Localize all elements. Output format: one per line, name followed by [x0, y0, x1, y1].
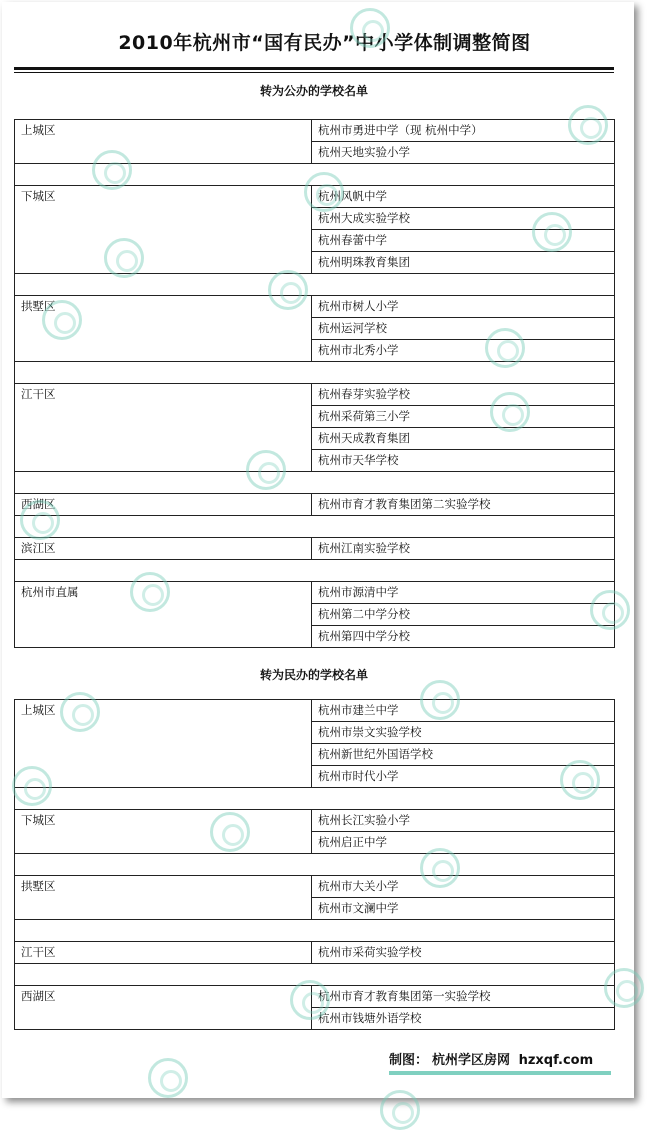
school-cell: 杭州明珠教育集团	[312, 252, 615, 274]
spacer-cell	[15, 516, 615, 538]
school-cell: 杭州市大关小学	[312, 876, 615, 898]
footer-underline	[389, 1071, 611, 1075]
school-cell: 杭州江南实验学校	[312, 538, 615, 560]
school-cell: 杭州运河学校	[312, 318, 615, 340]
district-cell: 下城区	[15, 810, 312, 854]
table-row	[15, 494, 615, 516]
table-row	[15, 986, 615, 1008]
table-row	[15, 876, 615, 898]
school-cell: 杭州春芽实验学校	[312, 384, 615, 406]
table-row	[15, 582, 615, 604]
school-cell: 杭州市勇进中学（现 杭州中学）	[312, 120, 615, 142]
title-rule-thin	[14, 72, 614, 73]
group-spacer-row	[15, 920, 615, 942]
district-cell: 杭州市直属	[15, 582, 312, 648]
school-cell: 杭州启正中学	[312, 832, 615, 854]
group-spacer-row	[15, 964, 615, 986]
group-spacer-row	[15, 274, 615, 296]
district-cell: 西湖区	[15, 494, 312, 516]
public-schools-table	[14, 119, 615, 648]
school-cell: 杭州新世纪外国语学校	[312, 744, 615, 766]
spacer-cell	[15, 560, 615, 582]
spacer-cell	[15, 362, 615, 384]
district-cell: 上城区	[15, 700, 312, 788]
spacer-cell	[15, 164, 615, 186]
school-cell: 杭州市育才教育集团第二实验学校	[312, 494, 615, 516]
school-cell: 杭州风帆中学	[312, 186, 615, 208]
school-cell: 杭州第二中学分校	[312, 604, 615, 626]
district-cell: 滨江区	[15, 538, 312, 560]
school-cell: 杭州天成教育集团	[312, 428, 615, 450]
school-cell: 杭州市钱塘外语学校	[312, 1008, 615, 1030]
private-schools-table	[14, 699, 615, 1030]
group-spacer-row	[15, 164, 615, 186]
group-spacer-row	[15, 854, 615, 876]
table-row	[15, 700, 615, 722]
school-cell: 杭州市育才教育集团第一实验学校	[312, 986, 615, 1008]
public-section-heading: 转为公办的学校名单	[259, 84, 368, 98]
spacer-cell	[15, 964, 615, 986]
document-title: 2010年杭州市“国有民办”中小学体制调整简图	[118, 32, 531, 54]
school-cell: 杭州市建兰中学	[312, 700, 615, 722]
group-spacer-row	[15, 560, 615, 582]
spacer-cell	[15, 854, 615, 876]
school-cell: 杭州大成实验学校	[312, 208, 615, 230]
group-spacer-row	[15, 472, 615, 494]
school-cell: 杭州市天华学校	[312, 450, 615, 472]
group-spacer-row	[15, 516, 615, 538]
table-row	[15, 538, 615, 560]
group-spacer-row	[15, 788, 615, 810]
table-row	[15, 384, 615, 406]
title-rule-thick	[14, 67, 614, 70]
table-row	[15, 120, 615, 142]
spacer-cell	[15, 274, 615, 296]
school-cell: 杭州市崇文实验学校	[312, 722, 615, 744]
school-cell: 杭州市源清中学	[312, 582, 615, 604]
table-row	[15, 296, 615, 318]
school-cell: 杭州市树人小学	[312, 296, 615, 318]
spacer-cell	[15, 920, 615, 942]
footer-site-name: 杭州学区房网	[432, 1053, 511, 1068]
footer-credit	[389, 1049, 593, 1068]
table-row	[15, 942, 615, 964]
table-row	[15, 186, 615, 208]
footer-label: 制图：	[389, 1053, 429, 1068]
school-cell: 杭州第四中学分校	[312, 626, 615, 648]
district-cell: 拱墅区	[15, 296, 312, 362]
school-cell: 杭州长江实验小学	[312, 810, 615, 832]
district-cell: 江干区	[15, 942, 312, 964]
school-cell: 杭州市北秀小学	[312, 340, 615, 362]
school-cell: 杭州市时代小学	[312, 766, 615, 788]
private-section-heading: 转为民办的学校名单	[259, 668, 368, 682]
school-cell: 杭州春蕾中学	[312, 230, 615, 252]
table-row	[15, 810, 615, 832]
group-spacer-row	[15, 362, 615, 384]
spacer-cell	[15, 788, 615, 810]
district-cell: 西湖区	[15, 986, 312, 1030]
school-cell: 杭州采荷第三小学	[312, 406, 615, 428]
school-cell: 杭州市采荷实验学校	[312, 942, 615, 964]
district-cell: 上城区	[15, 120, 312, 164]
footer-domain: hzxqf.com	[518, 1053, 594, 1068]
school-cell: 杭州市文澜中学	[312, 898, 615, 920]
district-cell: 拱墅区	[15, 876, 312, 920]
district-cell: 下城区	[15, 186, 312, 274]
school-cell: 杭州天地实验小学	[312, 142, 615, 164]
district-cell: 江干区	[15, 384, 312, 472]
spacer-cell	[15, 472, 615, 494]
